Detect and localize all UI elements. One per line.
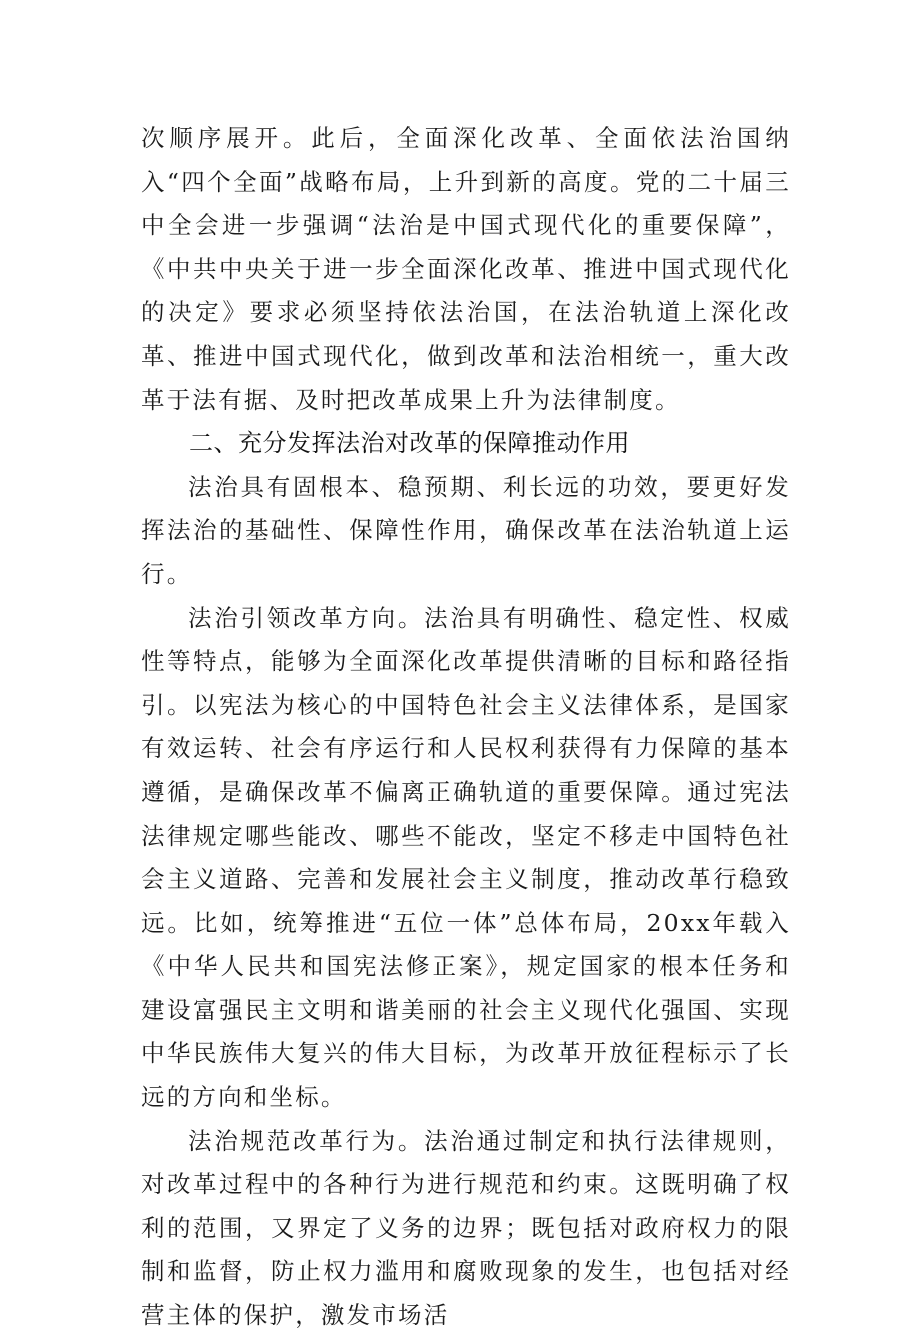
- paragraph: 法治具有固根本、稳预期、利长远的功效，要更好发挥法治的基础性、保障性作用，确保改革在法治轨道上运行。: [141, 472, 791, 588]
- paragraph: 法治规范改革行为。法治通过制定和执行法律规则，对改革过程中的各种行为进行规范和约束。这既明确了权利的范围，又界定了义务的边界；既包括对政府权力的限制和监督，防止权力滥用和腐败现象的发生，也包括对经营主体的保护，激发市场活: [141, 1126, 791, 1330]
- paragraph: 法治引领改革方向。法治具有明确性、稳定性、权威性等特点，能够为全面深化改革提供清晰的目标和路径指引。以宪法为核心的中国特色社会主义法律体系，是国家有效运转、社会有序运行和人民权利获得有力保障的基本遵循，是确保改革不偏离正确轨道的重要保障。通过宪法法律规定哪些能改、哪些不能改，坚定不移走中国特色社会主义道路、完善和发展社会主义制度，推动改革行稳致远。比如，统筹推进“五位一体”总体布局，20xx年载入《中华人民共和国宪法修正案》，规定国家的根本任务和建设富强民主文明和谐美丽的社会主义现代化强国、实现中华民族伟大复兴的伟大目标，为改革开放征程标示了长远的方向和坐标。: [141, 603, 791, 1112]
- section-heading: 二、充分发挥法治对改革的保障推动作用: [189, 429, 630, 458]
- document-body: [141, 117, 791, 1338]
- paragraph-continued: 次顺序展开。此后，全面深化改革、全面依法治国纳入“四个全面”战略布局，上升到新的高度。党的二十届三中全会进一步强调“法治是中国式现代化的重要保障”，《中共中央关于进一步全面深化改革、推进中国式现代化的决定》要求必须坚持依法治国，在法治轨道上深化改革、推进中国式现代化，做到改革和法治相统一，重大改革于法有据、及时把改革成果上升为法律制度。: [141, 124, 791, 414]
